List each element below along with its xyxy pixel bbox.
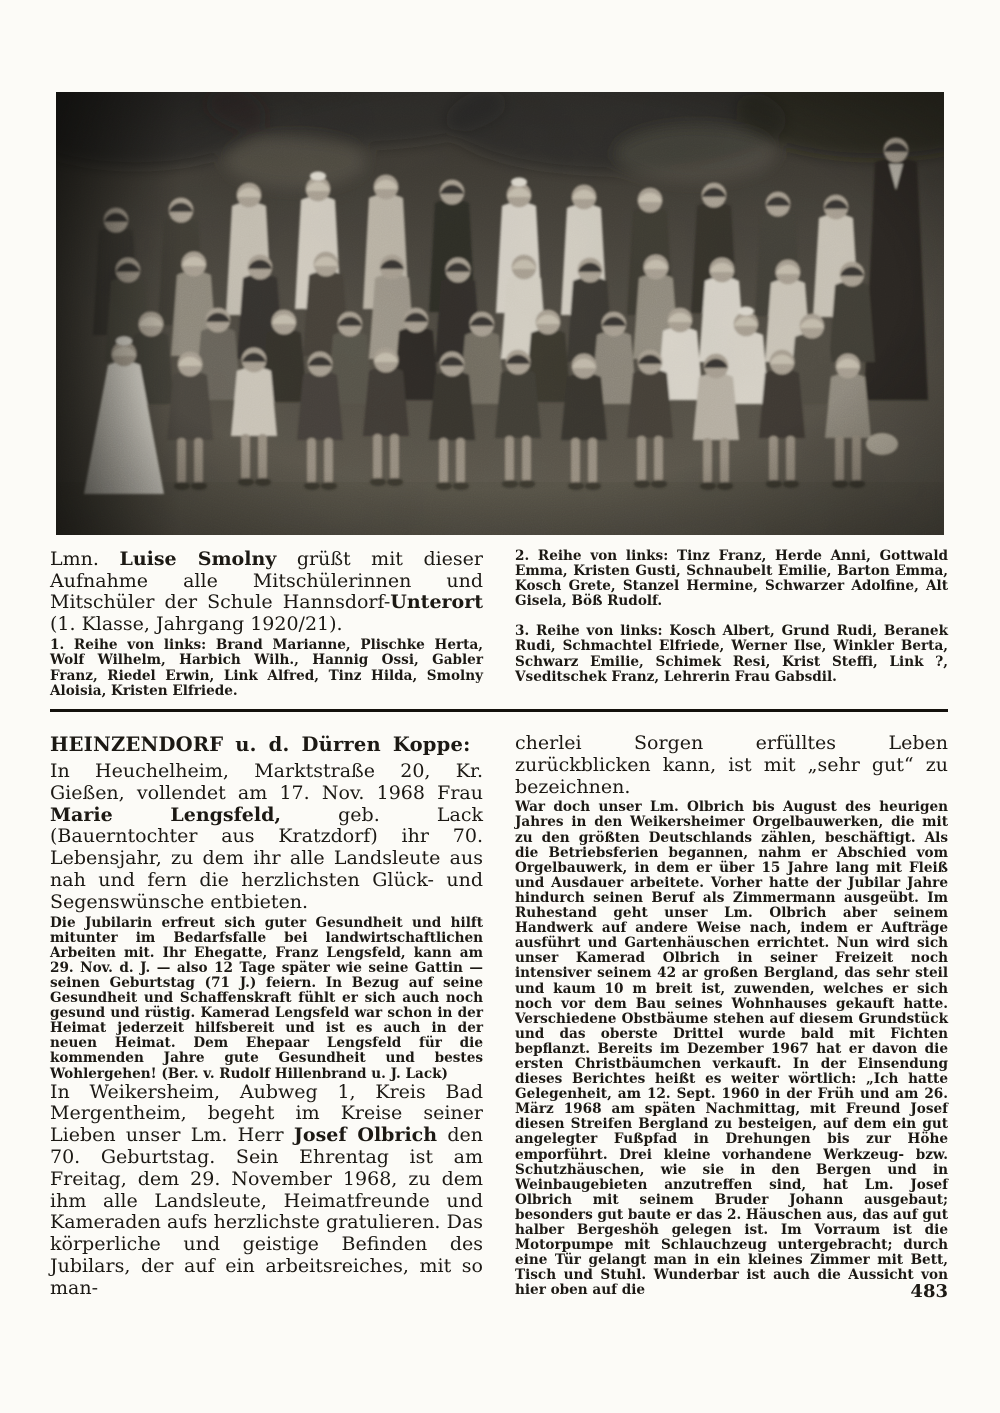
article-right-column: [515, 733, 948, 1300]
section-divider: [50, 709, 948, 712]
caption-row3: 3. Reihe von links: Kosch Albert, Grund Rudi, Beranek Rudi, Schmachtel Elfriede, Werner Ilse, Winkler Berta, Schwarz Emilie, Schimek Resi, Krist Steffi, Link ?, Vseditschek Franz, Lehrerin Frau Gabsdil.: [515, 623, 948, 685]
article-paragraph-lengsfeld-detail: Die Jubilarin erfreut sich guter Gesundheit und hilft mitunter im Bedarfsfalle bei landwirtschaftlichen Arbeiten mit. Ihr Ehegatte, Franz Lengsfeld, kann am 29. Nov. d. J. — also 12 Tage später wie seine Gattin — seinen Geburtstag (71 J.) feiern. In Bezug auf seine Gesundheit und Schaffenskraft fühlt er sich auch noch gesund und rüstig. Kamerad Lengsfeld war schon in der Heimat jederzeit hilfsbereit und ist es auch in der neuen Heimat. Dem Ehepaar Lengsfeld für die kommenden Jahre gute Gesundheit und bestes Wohlergehen! (Ber. v. Rudolf Hillenbrand u. J. Lack): [50, 914, 483, 1082]
article-paragraph-olbrich-detail: War doch unser Lm. Olbrich bis August des heurigen Jahres in den Weikersheimer Orgelbauwerken, die mit zu den größten Deutschlands zählen, beschäftigt. Als die Betriebsferien begannen, nahm er Abschied vom Orgelbauwerk, in dem er über 15 Jahre lang mit Fleiß und Ausdauer arbeitete. Vorher hatte der Jubilar Jahre hindurch seinen Beruf als Zimmermann ausgeübt. Im Ruhestand geht unser Lm. Olbrich aber seinem Handwerk auf andere Weise nach, indem er Aufträge ausführt und Gartenhäuschen errichtet. Nun wird sich unser Kamerad Olbrich in seiner Freizeit noch intensiver seinem 42 ar großen Bergland, das sehr steil und kaum 10 m breit ist, zuwenden, welches er sich noch vor dem Bau seines Wohnhauses gekauft hatte. Verschiedene Obstbäume stehen auf diesem Grundstück und das oberste Drittel wurde bald mit Fichten bepflanzt. Bereits im Dezember 1967 hat er davon die ersten Christbäumchen verkauft. In der Einsendung dieses Berichtes heißt es weiter wörtlich: „Ich hatte Gelegenheit, am 12. Sept. 1960 in der Früh und am 26. März 1968 am späten Nachmittag, mit Freund Josef diesen Streifen Bergland zu besteigen, auf dem ein gut angelegter Fußpfad in Drehungen bis zur Höhe emporführt. Drei kleine vorhandene Werkzeug- bzw. Schutzhäuschen, wie sie in den Bergen und in Weinbaugebieten anzutreffen sind, hat Lm. Josef Olbrich mit seinem Bruder Johann ausgebaut; besonders gut baute er das 2. Häuschen aus, das auf gut halber Bergeshöh gelegen ist. Im Vorraum ist die Motorpumpe mit Schlauchzeug untergebracht; durch eine Tür gelangt man in ein kleines Zimmer mit Bett, Tisch und Stuhl. Wunderbar ist auch die Aussicht von hier oben auf die: [515, 799, 948, 1299]
caption-intro: Lmn. Luise Smolny grüßt mit dieser Aufnahme alle Mitschülerinnen und Mitschüler der Schule Hannsdorf-Unterort (1. Klasse, Jahrgang 1920/21).: [50, 548, 484, 635]
article-left-column: [50, 733, 483, 1300]
article-paragraph-lengsfeld: In Heuchelheim, Marktstraße 20, Kr. Gießen, vollendet am 17. Nov. 1968 Frau Marie Lengsfeld, geb. Lack (Bauerntochter aus Kratzdorf) ihr 70. Lebensjahr, zu dem ihr alle Landsleute aus nah und fern die herzlichsten Glück- und Segenswünsche entbieten.: [50, 760, 483, 913]
article: [50, 733, 948, 1300]
article-paragraph-olbrich: In Weikersheim, Aubweg 1, Kreis Bad Mergentheim, begeht im Kreise seiner Lieben unser Lm. Herr Josef Olbrich den 70. Geburtstag. Sein Ehrentag ist am Freitag, dem 29. November 1968, zu dem ihm alle Landsleute, Heimatfreunde und Kameraden aufs herzlichste gratulieren. Das körperliche und geistige Befinden des Jubilars, der auf ein arbeitsreiches, mit so man-: [50, 1080, 484, 1299]
caption-right-column: [515, 549, 948, 699]
caption-row1: 1. Reihe von links: Brand Marianne, Plischke Herta, Wolf Wilhelm, Harbich Wilh., Hannig Ossi, Gabler Franz, Riedel Erwin, Link Alfred, Tinz Hilda, Smolny Aloisia, Kristen Elfriede.: [50, 637, 483, 699]
class-photo: [56, 92, 944, 535]
class-photo-illustration: [56, 92, 944, 535]
photo-caption: [50, 549, 948, 699]
page-number: 483: [910, 1281, 948, 1302]
article-heading: HEINZENDORF u. d. Dürren Koppe:: [50, 733, 471, 756]
article-lead-continuation: cherlei Sorgen erfülltes Leben zurückblicken kann, ist mit „sehr gut“ zu bezeichnen.: [515, 732, 948, 798]
caption-left-column: [50, 549, 483, 699]
caption-row2: 2. Reihe von links: Tinz Franz, Herde Anni, Gottwald Emma, Kristen Gusti, Schnaubelt Emilie, Barton Emma, Kosch Grete, Stanzel Hermine, Schwarzer Adolfine, Alt Gisela, Böß Rudolf.: [515, 548, 948, 610]
